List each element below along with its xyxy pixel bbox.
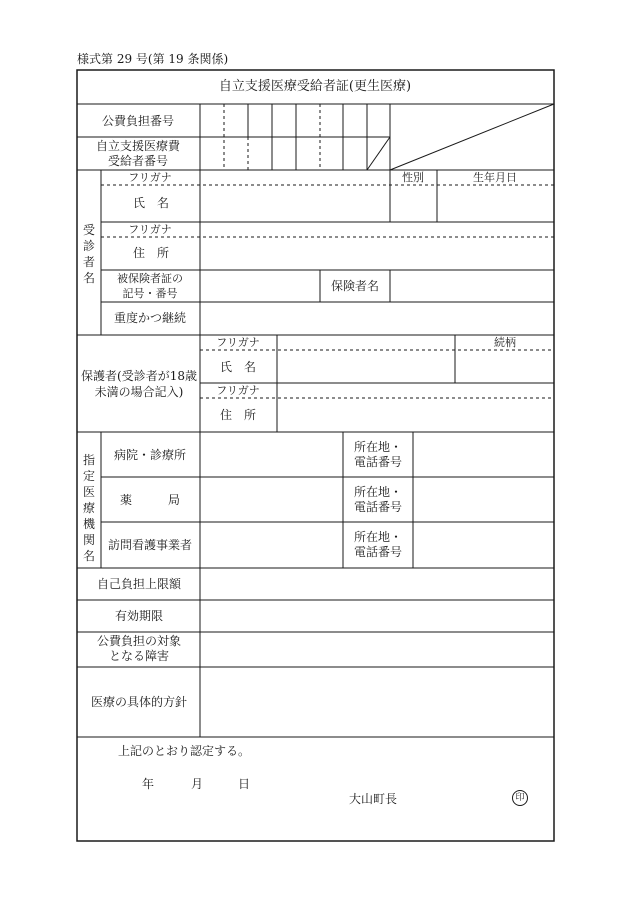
- institution-group-label: 指定医療機関名: [82, 453, 95, 563]
- certificate-title: 自立支援医療受給者証(更生医療): [218, 79, 412, 94]
- pharmacy-contact-label-line2: 電話番号: [353, 500, 403, 514]
- recipient-number-label: 自立支援医療費: [95, 139, 181, 153]
- insurance-number-label-line2: 記号・番号: [122, 287, 178, 300]
- treatment-policy-label: 医療の具体的方針: [90, 694, 188, 709]
- home-nursing-contact-label: 所在地・: [353, 530, 403, 544]
- guardian-name-label: 氏 名: [219, 360, 257, 374]
- patient-name-label: 氏 名: [132, 196, 170, 210]
- guardian-group-label-line2: 未満の場合記入): [94, 385, 184, 399]
- insurance-number-label: 被保険者証の: [117, 272, 183, 285]
- hospital-contact-label: 所在地・: [353, 440, 403, 454]
- hospital-clinic-label: 病院・診療所: [113, 447, 187, 462]
- date-month-label: 月: [191, 777, 204, 791]
- patient-furigana2-label: フリガナ: [128, 223, 172, 236]
- home-nursing-contact-label-line2: 電話番号: [353, 545, 403, 559]
- birthdate-label: 生年月日: [473, 171, 517, 184]
- pharmacy-label: 薬 局: [119, 492, 181, 507]
- patient-group-label: 受診者名: [82, 223, 95, 285]
- valid-period-label: 有効期限: [114, 608, 164, 623]
- recipient-number-label-line2: 受給者番号: [107, 154, 169, 168]
- form-number: 様式第 29 号(第 19 条関係): [77, 52, 229, 66]
- hospital-contact-label-line2: 電話番号: [353, 455, 403, 469]
- seal-mark: 印: [512, 790, 528, 806]
- guardian-furigana-label: フリガナ: [216, 336, 260, 349]
- guardian-furigana2-label: フリガナ: [216, 384, 260, 397]
- sex-label: 性別: [402, 171, 424, 184]
- pharmacy-contact-label: 所在地・: [353, 485, 403, 499]
- patient-furigana-label: フリガナ: [128, 171, 172, 184]
- disability-label-line2: となる障害: [108, 649, 170, 663]
- disability-label: 公費負担の対象: [96, 634, 182, 648]
- guardian-address-label: 住 所: [219, 408, 257, 422]
- copay-limit-label: 自己負担上限額: [96, 576, 182, 591]
- patient-address-label: 住 所: [132, 246, 170, 260]
- guardian-group-label: 保護者(受診者が18歳: [81, 369, 197, 383]
- certification-text: 上記のとおり認定する。: [118, 744, 251, 758]
- insurer-name-label: 保険者名: [330, 279, 380, 293]
- home-nursing-label: 訪問看護事業者: [107, 537, 193, 552]
- severe-continuous-label: 重度かつ継続: [113, 311, 187, 325]
- date-day-label: 日: [238, 777, 251, 791]
- relationship-label: 続柄: [494, 336, 516, 349]
- date-year-label: 年: [142, 777, 155, 791]
- public-payer-number-label: 公費負担番号: [101, 114, 175, 128]
- issuer-name: 大山町長: [349, 792, 398, 806]
